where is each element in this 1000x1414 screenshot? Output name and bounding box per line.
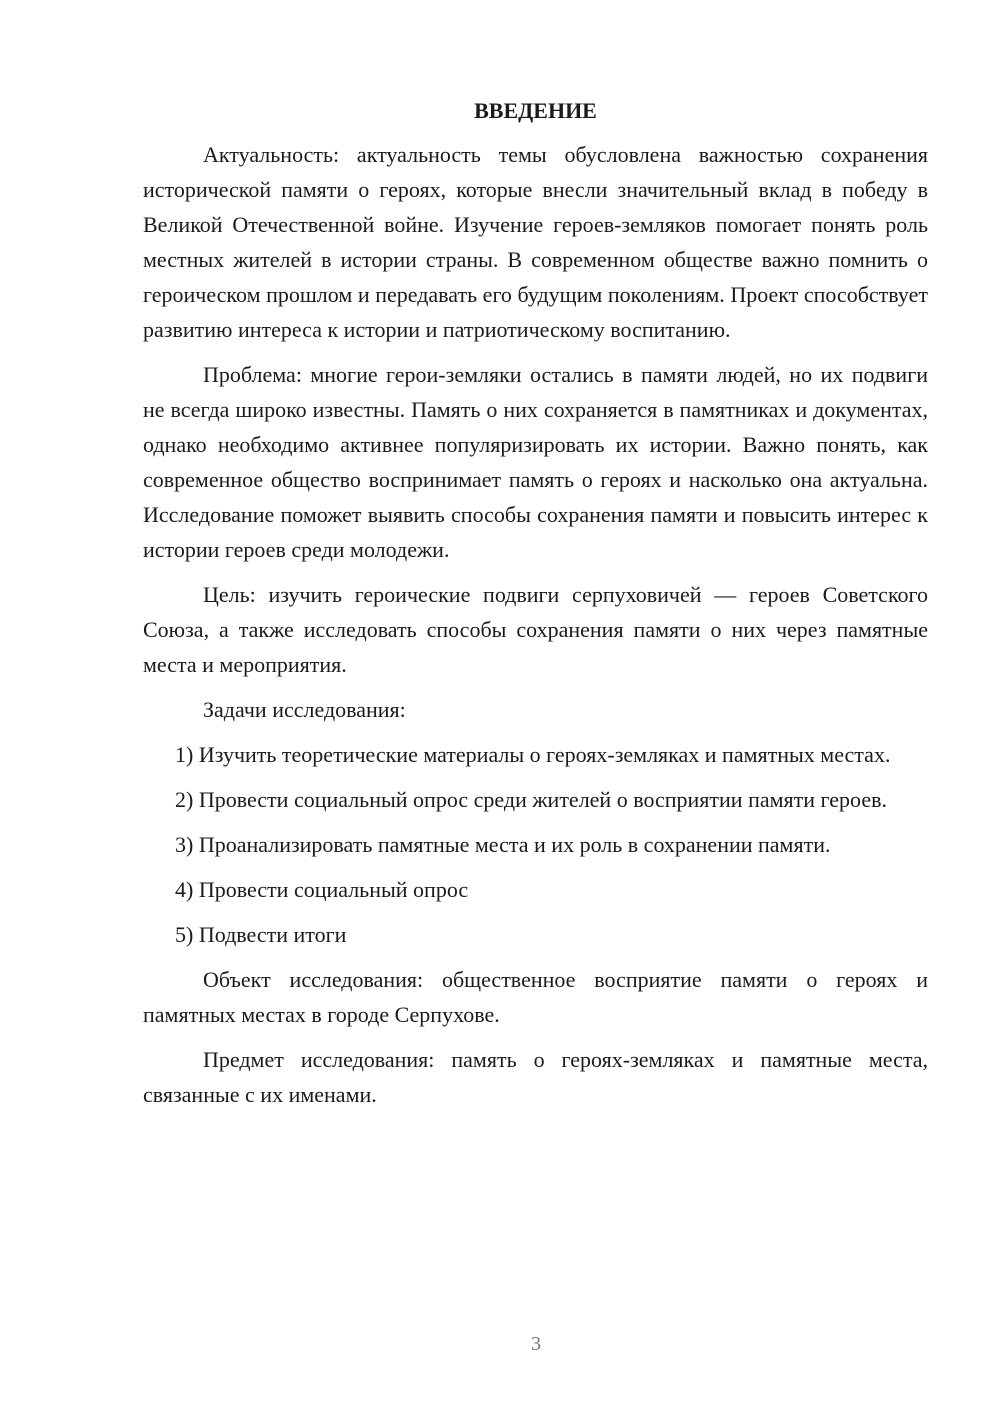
page-number: 3 [531,1333,541,1355]
section-heading: ВВЕДЕНИЕ [474,98,597,123]
task-item-5: 5) Подвести итоги [175,922,347,947]
tasks-title: Задачи исследования: [203,697,406,722]
task-item-1: 1) Изучить теоретические материалы о героях-земляках и памятных местах. [175,742,891,767]
task-item-3: 3) Проанализировать памятные места и их роль в сохранении памяти. [175,832,831,857]
task-item-2: 2) Провести социальный опрос среди жителей о восприятии памяти героев. [175,787,887,812]
object-paragraph: Объект исследования: общественное восприятие памяти о героях и памятных местах в городе Серпухове. [143,967,928,1027]
document-page [143,95,928,1122]
goal-paragraph: Цель: изучить героические подвиги серпуховичей — героев Советского Союза, а также исследовать способы сохранения памяти о них через памятные места и мероприятия. [143,582,928,677]
problem-paragraph: Проблема: многие герои-земляки остались в памяти людей, но их подвиги не всегда широко известны. Память о них сохраняется в памятниках и документах, однако необходимо активнее популяризировать их истории. Важно понять, как современное общество воспринимает память о героях и насколько она актуальна. Исследование поможет выявить способы сохранения памяти и повысить интерес к истории героев среди молодежи. [143,362,928,562]
task-item-4: 4) Провести социальный опрос [175,877,469,902]
subject-paragraph: Предмет исследования: память о героях-земляках и памятные места, связанные с их именами. [143,1047,928,1107]
relevance-paragraph: Актуальность: актуальность темы обусловлена важностью сохранения исторической памяти о героях, которые внесли значительный вклад в победу в Великой Отечественной войне. Изучение героев-земляков помогает понять роль местных жителей в истории страны. В современном обществе важно помнить о героическом прошлом и передавать его будущим поколениям. Проект способствует развитию интереса к истории и патриотическому воспитанию. [143,142,928,342]
